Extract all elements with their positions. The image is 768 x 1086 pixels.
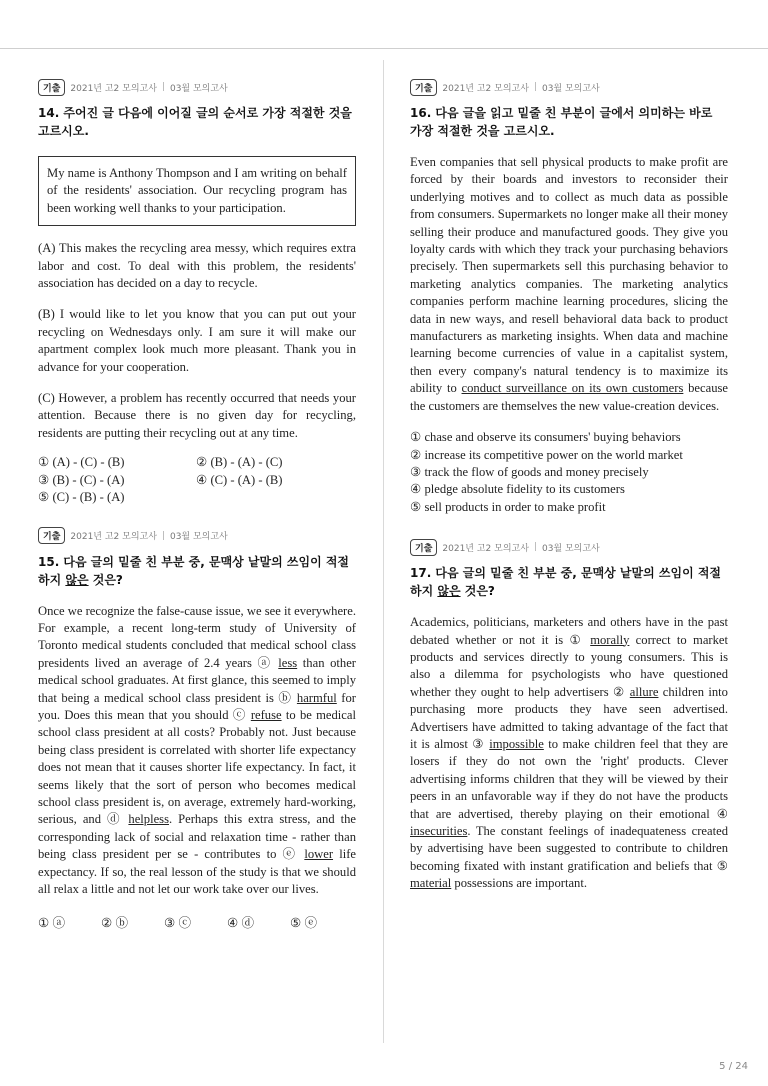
- option-1[interactable]: ① (A) - (C) - (B): [38, 455, 125, 470]
- option-2[interactable]: ② (B) - (A) - (C): [196, 455, 283, 470]
- answer-options: [38, 454, 356, 506]
- marker-3: ③: [472, 736, 490, 751]
- underlined-phrase: conduct surveillance on its own customers: [461, 381, 684, 396]
- passage-text: . The constant feelings of inadequateness created by advertising have been suggested to contribute to children becoming fixated with instant gratification and beliefs that: [410, 824, 728, 873]
- meta-separator: |: [161, 82, 165, 92]
- question-title: [410, 564, 728, 600]
- exam-month: 03월 모의고사: [541, 543, 600, 554]
- marker-2: ②: [612, 684, 630, 699]
- passage-text: for you. Does this mean that you should: [38, 690, 356, 722]
- past-exam-badge: 기출: [410, 539, 437, 556]
- past-exam-badge: 기출: [38, 527, 65, 544]
- title-text: 15. 다음 글의 밑줄 친 부분 중, 문맥상 낱말의 쓰임이 적절하지: [38, 554, 350, 587]
- option-5[interactable]: ⑤ ⓔ: [290, 916, 318, 931]
- meta-separator: |: [533, 82, 537, 92]
- title-text: 17. 다음 글의 밑줄 친 부분 중, 문맥상 낱말의 쓰임이 적절하지: [410, 566, 722, 599]
- paragraph-b: (B) I would like to let you know that you can put out your recycling on Wednesdays only. I am sure it will make our apartment complex look much more pleasant. Thank you in advance for your cooperation.: [38, 307, 356, 374]
- passage-text: Even companies that sell physical products to make profit are forced by their boards and investors to reconsider their underlying motives and to collect as much data as possible from consumers. Supermarkets no longer make all their money selling their produce and manufactured goods. They give you loyalty cards with which they track your purchasing behaviors precisely. Then supermarkets sell this purchasing behavior to marketing analytics companies. The marketing analytics companies perform machine learning procedures, slicing the data in new ways, and resell behavioral data back to product manufacturers as marketing insights. When data and machine learning become currencies of value in a capitalist system, then every company's natural tendency is to maximize its ability to: [410, 155, 728, 396]
- passage-text: . Perhaps this extra stress, and the corresponding lack of social and relaxation time - rather than being class president per se - contributes to: [38, 812, 356, 862]
- exam-year: 2021년 고2 모의고사: [442, 543, 529, 554]
- marker-b: ⓑ: [278, 690, 297, 705]
- passage-text: Academics, politicians, marketers and others have in the past debated whether or not it is: [410, 615, 728, 647]
- passage-text: because the customers are themselves the new value-creation devices.: [410, 381, 728, 413]
- option-5[interactable]: ⑤ (C) - (B) - (A): [38, 490, 125, 505]
- underlined-word-5: material: [410, 876, 452, 891]
- exam-year: 2021년 고2 모의고사: [70, 83, 157, 94]
- title-emphasis: 않은: [437, 584, 461, 599]
- past-exam-badge: 기출: [410, 79, 437, 96]
- column-divider: [383, 60, 384, 1043]
- passage-text: to be medical school class president at all costs? Probably not. Just because being class president is correlated with shorter life expectancy does not mean that it causes shorter life expectancy. In fact, it seems likely that the sort of person who becomes medical school class president is, on average, extremely hard-working, serious, and: [38, 707, 356, 827]
- underlined-word-b: harmful: [296, 690, 337, 705]
- marker-a: ⓐ: [257, 655, 279, 670]
- given-passage-box: My name is Anthony Thompson and I am writing on behalf of the residents' association. Our recycling program has been working well thanks to your participation.: [38, 156, 356, 226]
- question-title: [38, 553, 356, 589]
- question-16: [410, 78, 728, 516]
- option-1[interactable]: ① ⓐ: [38, 916, 66, 931]
- question-17: [410, 538, 728, 893]
- question-meta: [410, 78, 728, 96]
- page-number: 5 / 24: [719, 1061, 748, 1072]
- question-title: 14. 주어진 글 다음에 이어질 글의 순서로 가장 적절한 것을 고르시오.: [38, 106, 352, 138]
- marker-d: ⓓ: [106, 812, 129, 827]
- passage-text: children into purchasing more products they have seen advertised. Advertisers have admitted to taking advantage of the fact that it is almost: [410, 684, 728, 751]
- question-meta: [410, 538, 728, 556]
- passage-text: than other medical school graduates. At first glance, this seemed to imply that being a medical school class president is: [38, 655, 357, 705]
- option-4[interactable]: ④ ⓓ: [227, 916, 255, 931]
- option-2[interactable]: ② ⓑ: [101, 916, 129, 931]
- marker-5: ⑤: [716, 858, 728, 873]
- underlined-word-2: allure: [629, 684, 659, 699]
- marker-4: ④: [716, 806, 728, 821]
- underlined-word-1: morally: [590, 632, 630, 647]
- title-end: 것은?: [460, 584, 495, 599]
- exam-month: 03월 모의고사: [541, 83, 600, 94]
- option-4[interactable]: ④ pledge absolute fidelity to its customers: [410, 482, 625, 497]
- paragraph-c: (C) However, a problem has recently occurred that needs your attention. Because there is no given day for recycling, residents are putting their recycling out at any time.: [38, 391, 356, 440]
- exam-month: 03월 모의고사: [169, 532, 228, 542]
- question-title: 16. 다음 글을 읽고 밑줄 친 부분이 글에서 의미하는 바로 가장 적절한 것을 고르시오.: [410, 106, 713, 138]
- passage-text: Once we recognize the false-cause issue, we see it everywhere. For example, a recent long-term study of University of Toronto medical students concluded that medical school class presidents lived an average of 2.4 years: [38, 603, 356, 670]
- underlined-word-c: refuse: [250, 707, 282, 722]
- option-2[interactable]: ② increase its competitive power on the world market: [410, 447, 683, 462]
- option-1[interactable]: ① chase and observe its consumers' buying behaviors: [410, 430, 681, 445]
- meta-separator: |: [533, 542, 537, 553]
- left-column: [38, 78, 356, 931]
- underlined-word-d: helpless: [128, 812, 169, 827]
- question-meta: [38, 78, 356, 96]
- underlined-word-e: lower: [304, 847, 334, 862]
- question-meta: [38, 527, 356, 545]
- marker-1: ①: [569, 632, 591, 647]
- underlined-word-4: insecurities: [410, 824, 468, 838]
- passage: [410, 614, 728, 893]
- header-rule: [0, 48, 768, 49]
- underlined-word-3: impossible: [489, 736, 544, 751]
- past-exam-badge: 기출: [38, 79, 65, 96]
- passage: [38, 603, 356, 899]
- exam-month: 03월 모의고사: [169, 83, 228, 94]
- passage-text: to make children feel that they are losers if they do not own the 'right' products. Clever advertising informs children that they will be viewed by their peers in an unfavorable way if they do not have the products that are advertised, thereby playing on their emotional: [410, 736, 728, 821]
- passage: [410, 154, 728, 415]
- paragraph-a: (A) This makes the recycling area messy, which requires extra labor and cost. To deal with this problem, the residents' association has decided on a day to recycle.: [38, 241, 356, 291]
- passage-text: life expectancy. If so, the real lesson of the study is that we should all relax a little and not let our work take over our lives.: [38, 847, 356, 896]
- marker-e: ⓔ: [282, 847, 305, 862]
- question-15: [38, 527, 356, 932]
- exam-year: 2021년 고2 모의고사: [70, 532, 157, 542]
- option-5[interactable]: ⑤ sell products in order to make profit: [410, 499, 606, 514]
- option-3[interactable]: ③ ⓒ: [164, 916, 192, 931]
- answer-options: [410, 429, 728, 516]
- marker-c: ⓒ: [232, 707, 251, 722]
- right-column: [410, 78, 728, 893]
- underlined-word-a: less: [278, 655, 298, 670]
- exam-year: 2021년 고2 모의고사: [442, 83, 529, 94]
- option-3[interactable]: ③ (B) - (C) - (A): [38, 472, 125, 487]
- meta-separator: |: [161, 530, 165, 541]
- answer-options: [38, 912, 356, 931]
- title-end: 것은?: [88, 572, 123, 587]
- option-3[interactable]: ③ track the flow of goods and money precisely: [410, 464, 649, 479]
- question-14: [38, 78, 356, 507]
- title-emphasis: 않은: [65, 572, 89, 587]
- option-4[interactable]: ④ (C) - (A) - (B): [196, 472, 283, 487]
- passage-text: possessions are important.: [451, 876, 587, 891]
- passage-text: correct to market products and services directly to young consumers. This is also a dilemma for psychologists who have questioned whether they ought to help advertisers: [410, 632, 728, 699]
